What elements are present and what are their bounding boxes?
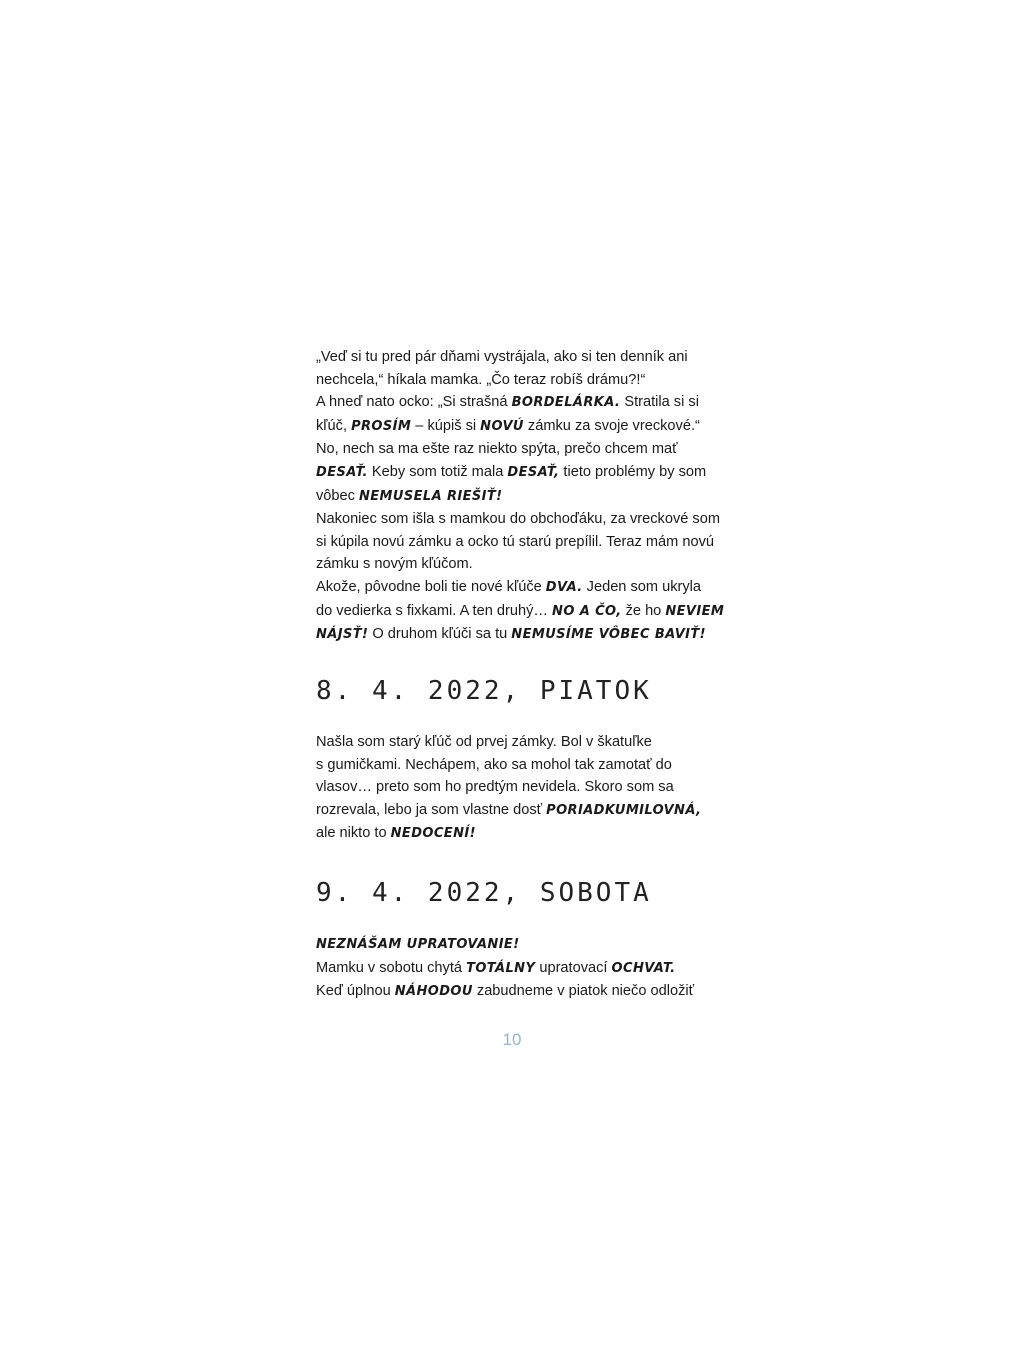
text-run: vlasov… preto som ho predtým nevidela. Skoro som sa (316, 779, 674, 796)
emphasis-word: NEMUSÍME VÔBEC BAVIŤ! (511, 627, 707, 643)
text-run: Keby som totiž mala (367, 463, 508, 480)
emphasis-word: NO A ČO, (552, 603, 622, 619)
emphasis-word: DESAŤ, (507, 464, 560, 480)
text-line (316, 438, 716, 461)
text-run: že ho (621, 602, 666, 619)
text-line (316, 461, 716, 485)
text-line (316, 531, 716, 554)
text-line (316, 980, 716, 1004)
paragraph-block-2 (316, 731, 716, 846)
text-run: kľúč, (316, 417, 352, 434)
text-run: Akože, pôvodne boli tie nové kľúče (316, 578, 546, 595)
text-run: Stratila si si (620, 394, 699, 411)
emphasis-word: NEZNÁŠAM UPRATOVANIE! (316, 937, 520, 952)
text-run: Keď úplnou (316, 983, 395, 1000)
text-run: No, nech sa ma ešte raz niekto spýta, prečo chcem mať (316, 441, 678, 458)
text-run: A hneď nato ocko: „Si strašná (316, 394, 512, 411)
text-run: zabudneme v piatok niečo odložiť (472, 983, 695, 1000)
paragraph-block-1 (316, 346, 725, 647)
text-run: Našla som starý kľúč od prvej zámky. Bol v škatuľke (316, 734, 652, 750)
emphasis-word: NEMUSELA RIEŠIŤ! (359, 488, 503, 504)
text-line (316, 776, 716, 799)
text-line (316, 508, 720, 531)
emphasis-word: NÁJSŤ! (316, 627, 369, 643)
text-run: s gumičkami. Nechápem, ako sa mohol tak zamotať do (316, 756, 672, 773)
text-line (316, 576, 716, 600)
emphasis-word: BORDELÁRKA. (511, 395, 621, 411)
text-line (316, 415, 716, 439)
heading-date-friday: 8. 4. 2022, PIATOK (316, 676, 652, 706)
emphasis-word: NEVIEM (665, 603, 725, 619)
text-line (316, 822, 716, 846)
text-run: „Veď si tu pred pár dňami vystrájala, ako si ten denník ani (316, 349, 688, 365)
text-run: si kúpila novú zámku a ocko tú starú prepílil. Teraz mám novú (316, 533, 714, 550)
text-line (316, 799, 716, 823)
emphasis-word: DESAŤ. (316, 464, 368, 480)
emphasis-word: OCHVAT. (611, 960, 676, 976)
text-run: nechcela,“ híkala mamka. „Čo teraz robíš drámu?!“ (316, 371, 646, 388)
emphasis-word: DVA. (545, 579, 583, 595)
text-line (316, 485, 716, 509)
text-line (316, 346, 716, 369)
heading-date-saturday: 9. 4. 2022, SOBOTA (316, 878, 652, 908)
text-line (316, 933, 716, 957)
emphasis-word: NÁHODOU (394, 984, 473, 1000)
emphasis-word: PORIADKUMILOVNÁ, (546, 802, 702, 818)
emphasis-word: TOTÁLNY (466, 960, 536, 976)
text-run: Mamku v sobotu chytá (316, 959, 467, 976)
text-run: zámku za svoje vreckové.“ (523, 417, 700, 434)
paragraph-block-3 (316, 933, 716, 1004)
text-run: Jeden som ukryla (582, 578, 702, 595)
text-run: O druhom kľúči sa tu (368, 626, 512, 643)
emphasis-word: NOVÚ (480, 418, 524, 434)
text-run: vôbec (316, 487, 359, 504)
text-line (316, 731, 716, 754)
page-number: 10 (502, 1030, 522, 1049)
text-run: Nakoniec som išla s mamkou do obchoďáku, za vreckové som (316, 511, 720, 528)
text-line (316, 600, 725, 624)
emphasis-word: NEDOCENÍ! (390, 826, 476, 842)
emphasis-word: PROSÍM (351, 418, 412, 434)
text-run: – kúpiš si (411, 417, 481, 434)
text-line (316, 391, 716, 415)
text-run: tieto problémy by som (559, 463, 707, 480)
text-run: do vedierka s fixkami. A ten druhý… (316, 602, 553, 619)
text-run: ale nikto to (316, 825, 391, 842)
text-line (316, 369, 716, 392)
text-run: zámku s novým kľúčom. (316, 556, 473, 573)
text-line (316, 623, 716, 647)
text-line (316, 553, 716, 576)
text-run: rozrevala, lebo ja som vlastne dosť (316, 801, 547, 818)
text-line (316, 957, 716, 981)
text-line (316, 754, 716, 777)
text-run: upratovací (535, 959, 612, 976)
